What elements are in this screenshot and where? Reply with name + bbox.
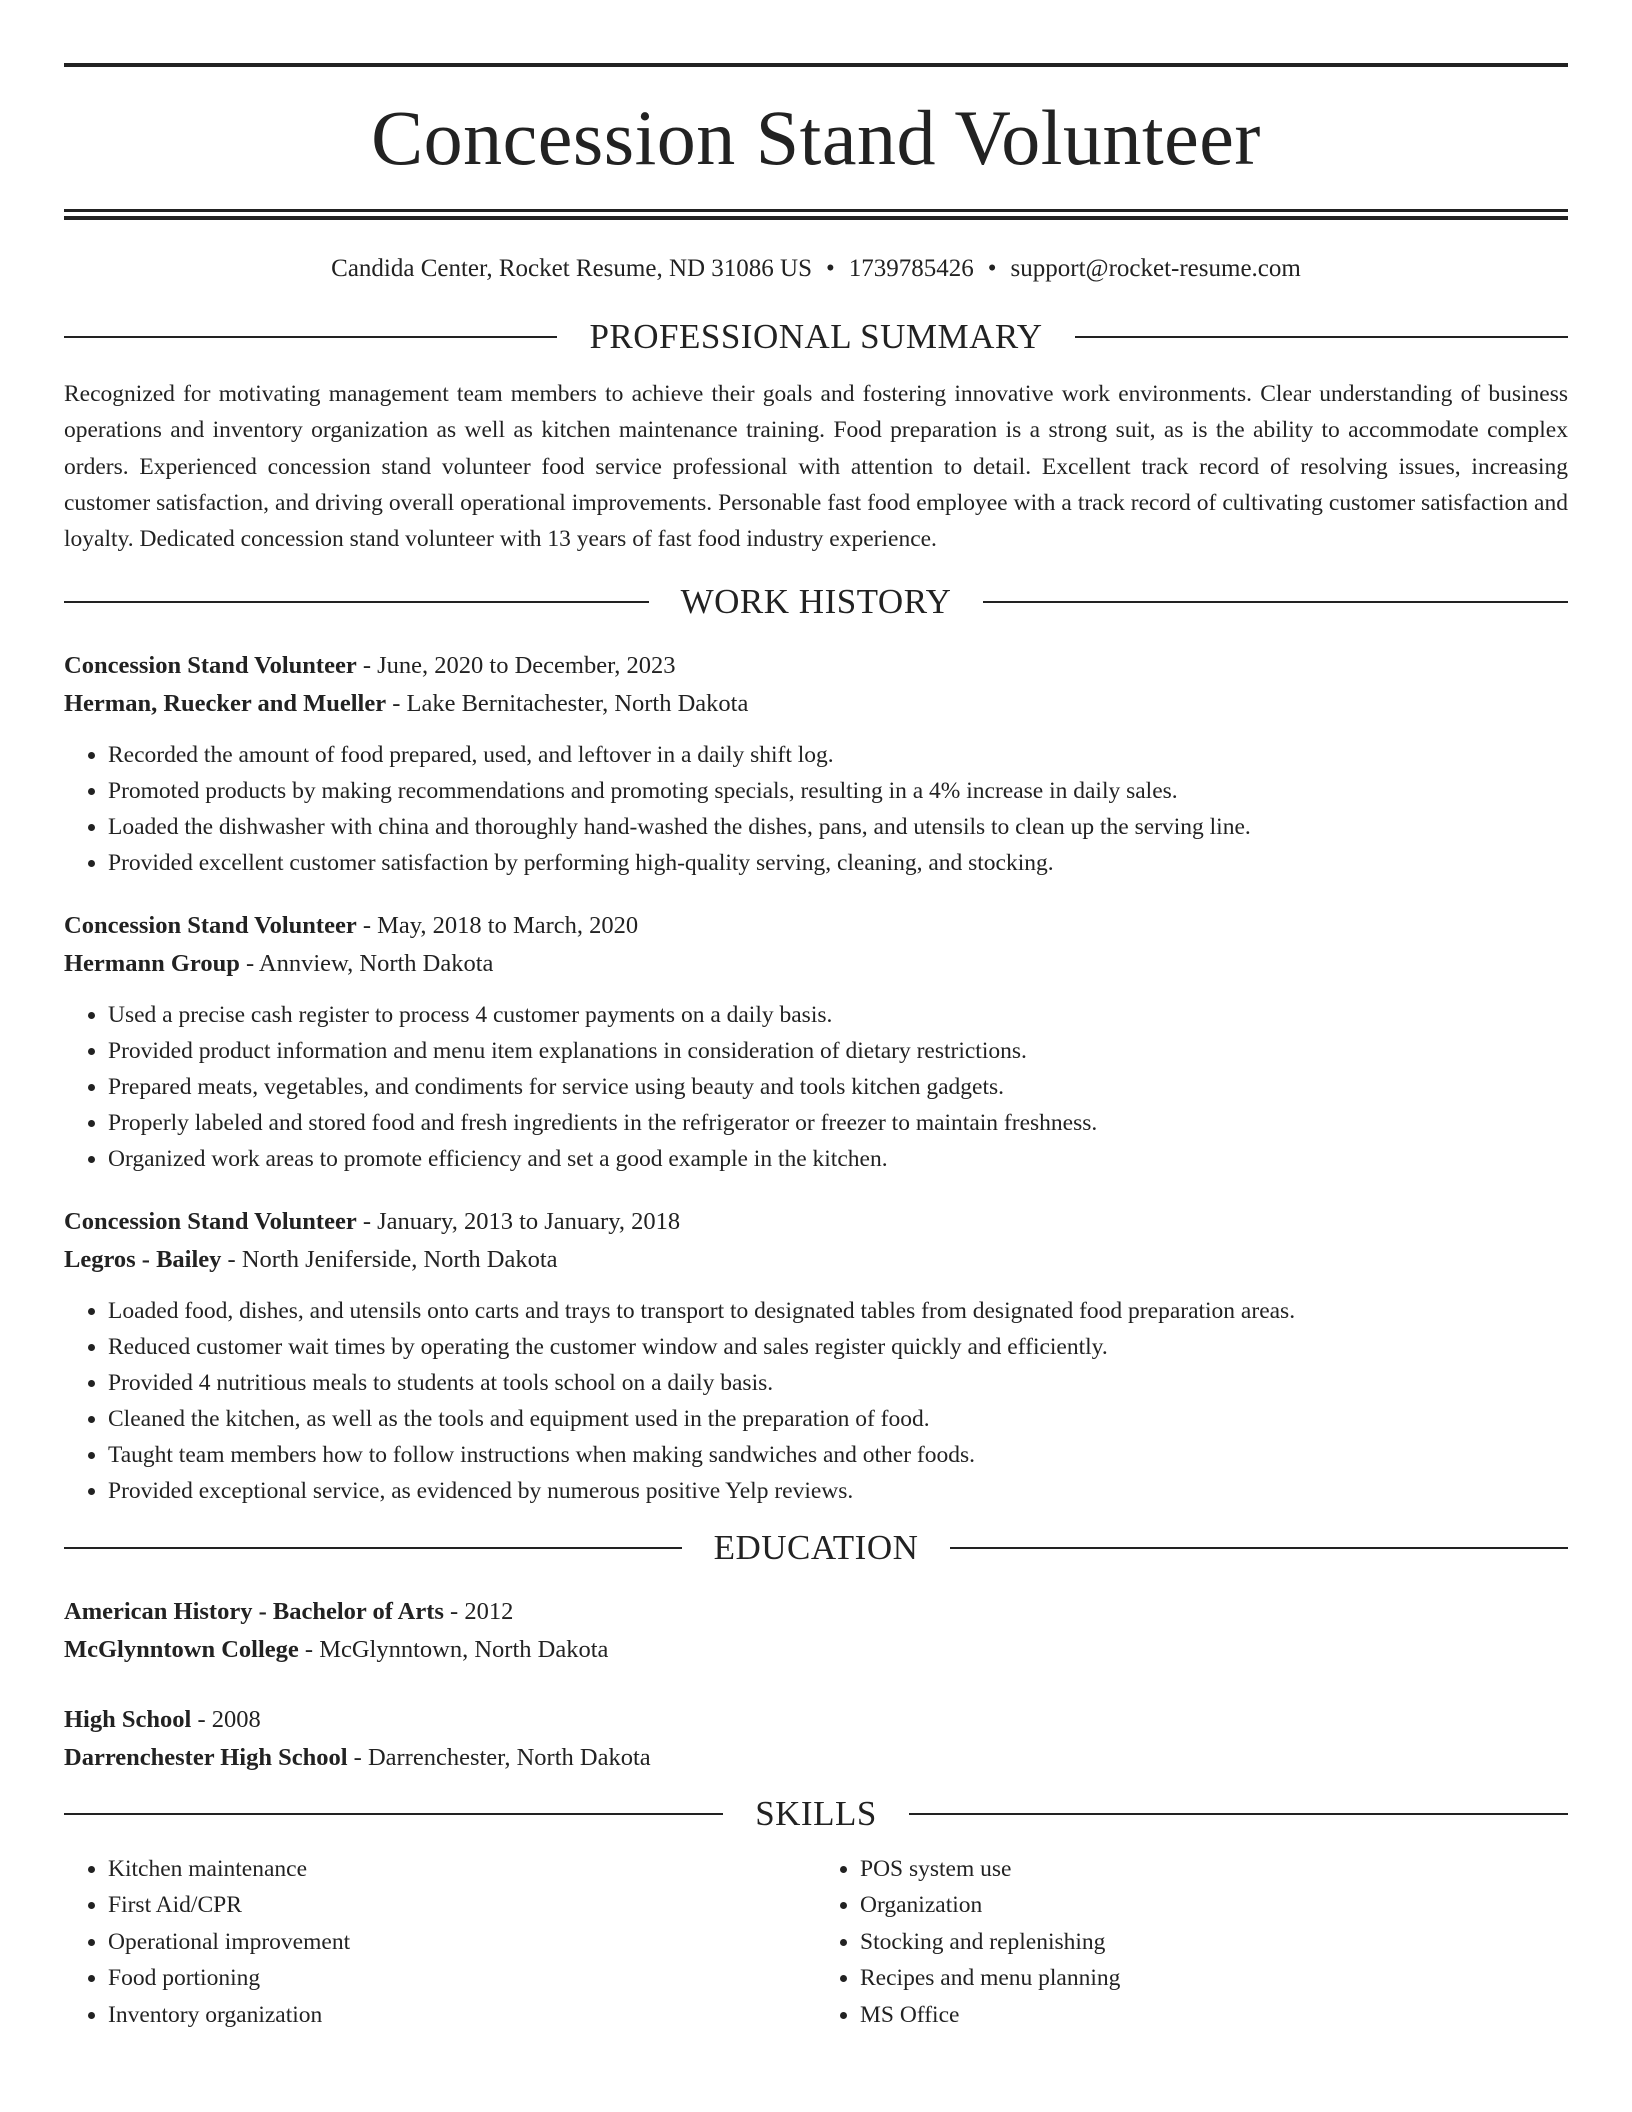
education-school-line <box>64 1739 1568 1777</box>
section-header-skills <box>64 1793 1568 1835</box>
job-bullet: • Organized work areas to promote efficiency and set a good example in the kitchen. <box>108 1141 1568 1177</box>
contact-separator: • <box>987 255 997 282</box>
job-bullet: • Provided product information and menu item explanations in consideration of dietary restrictions. <box>108 1033 1568 1069</box>
education-degree: High School <box>64 1705 192 1733</box>
job-bullet: • Properly labeled and stored food and fresh ingredients in the refrigerator or freezer to maintain freshness. <box>108 1105 1568 1141</box>
skill-item: • Recipes and menu planning <box>860 1960 1568 1997</box>
job-bullet: • Reduced customer wait times by operating the customer window and sales register quickly and efficiently. <box>108 1329 1568 1365</box>
education-degree: American History - Bachelor of Arts <box>64 1597 444 1625</box>
contact-separator: • <box>826 255 835 282</box>
job-dates: - May, 2018 to March, 2020 <box>356 911 639 939</box>
education-school: McGlynntown College <box>64 1635 299 1663</box>
job-bullet: • Loaded food, dishes, and utensils onto carts and trays to transport to designated tables from designated food preparation areas. <box>108 1293 1568 1329</box>
skill-item: • Operational improvement <box>108 1924 816 1961</box>
section-rule <box>950 1547 1568 1549</box>
job-bullet: • Recorded the amount of food prepared, used, and leftover in a daily shift log. <box>108 737 1568 773</box>
job-bullet: • Promoted products by making recommendations and promoting specials, resulting in a 4% increase in daily sales. <box>108 773 1568 809</box>
job-entry <box>64 907 1568 1177</box>
section-title-summary: PROFESSIONAL SUMMARY <box>589 317 1043 356</box>
contact-address: Candida Center, Rocket Resume, ND 31086 US <box>331 255 813 282</box>
job-bullets <box>64 1293 1568 1509</box>
education-entry <box>64 1701 1568 1777</box>
job-location: - Annview, North Dakota <box>239 949 494 977</box>
skill-item: • Food portioning <box>108 1960 816 1997</box>
job-entry <box>64 647 1568 881</box>
skill-item: • Stocking and replenishing <box>860 1924 1568 1961</box>
education-year: - 2008 <box>191 1705 261 1733</box>
education-location: - Darrenchester, North Dakota <box>347 1743 651 1771</box>
skills-columns <box>64 1851 1568 2034</box>
skill-item: • First Aid/CPR <box>108 1887 816 1924</box>
section-header-education <box>64 1527 1568 1569</box>
job-location: - Lake Bernitachester, North Dakota <box>386 689 749 717</box>
job-company-line <box>64 945 1568 983</box>
contact-email: support@rocket-resume.com <box>1010 255 1301 282</box>
section-rule <box>64 601 649 603</box>
job-dates: - June, 2020 to December, 2023 <box>356 651 676 679</box>
skill-item: • Inventory organization <box>108 1997 816 2034</box>
job-bullet: • Taught team members how to follow instructions when making sandwiches and other foods. <box>108 1437 1568 1473</box>
skill-item: • MS Office <box>860 1997 1568 2034</box>
education-degree-line <box>64 1701 1568 1739</box>
education-location: - McGlynntown, North Dakota <box>298 1635 609 1663</box>
top-rule <box>64 63 1568 67</box>
education-school: Darrenchester High School <box>64 1743 348 1771</box>
resume-name: Concession Stand Volunteer <box>371 94 1261 181</box>
skill-item: • POS system use <box>860 1851 1568 1888</box>
job-bullet: • Prepared meats, vegetables, and condiments for service using beauty and tools kitchen gadgets. <box>108 1069 1568 1105</box>
job-dates: - January, 2013 to January, 2018 <box>356 1207 681 1235</box>
skill-item: • Kitchen maintenance <box>108 1851 816 1888</box>
skills-list-left <box>64 1851 816 2034</box>
section-rule <box>64 1547 682 1549</box>
contact-phone: 1739785426 <box>848 255 974 282</box>
job-bullet: • Loaded the dishwasher with china and thoroughly hand-washed the dishes, pans, and utensils to clean up the serving line. <box>108 809 1568 845</box>
section-header-summary <box>64 316 1568 358</box>
section-title-work: WORK HISTORY <box>680 581 952 621</box>
skills-list-right <box>816 1851 1568 2034</box>
job-bullet: • Provided 4 nutritious meals to students at tools school on a daily basis. <box>108 1365 1568 1401</box>
job-company: Herman, Ruecker and Mueller <box>64 689 387 717</box>
contact-line <box>64 254 1568 284</box>
job-role-line <box>64 1203 1568 1241</box>
job-bullets <box>64 997 1568 1177</box>
education-school-line <box>64 1631 1568 1669</box>
job-entry <box>64 1203 1568 1509</box>
job-company: Hermann Group <box>64 949 240 977</box>
job-role-line <box>64 647 1568 685</box>
job-bullet: • Provided exceptional service, as evidenced by numerous positive Yelp reviews. <box>108 1473 1568 1509</box>
section-rule <box>1075 336 1568 338</box>
section-rule <box>983 601 1568 603</box>
education-year: - 2012 <box>443 1597 514 1625</box>
summary-text: Recognized for motivating management team members to achieve their goals and fostering innovative work environments. Clear understanding of business operations and inventory organization as well as kitchen maintenance training. Food preparation is a strong suit, as is the ability to accommodate complex orders. Experienced concession stand volunteer food service professional with attention to detail. Excellent track record of resolving issues, increasing customer satisfaction, and driving overall operational improvements. Personable fast food employee with a track record of cultivating customer satisfaction and loyalty. Dedicated concession stand volunteer with 13 years of fast food industry experience. <box>64 381 1568 553</box>
section-title-education: EDUCATION <box>713 1527 919 1567</box>
job-bullet: • Cleaned the kitchen, as well as the tools and equipment used in the preparation of food. <box>108 1401 1568 1437</box>
section-rule <box>64 336 557 338</box>
resume-page <box>64 0 1568 2033</box>
job-role-line <box>64 907 1568 945</box>
job-role: Concession Stand Volunteer <box>64 911 357 939</box>
section-header-work <box>64 581 1568 623</box>
job-bullet: • Provided excellent customer satisfaction by performing high-quality serving, cleaning, and stocking. <box>108 845 1568 881</box>
job-bullets <box>64 737 1568 881</box>
job-bullet: • Used a precise cash register to process 4 customer payments on a daily basis. <box>108 997 1568 1033</box>
education-entry <box>64 1593 1568 1669</box>
job-company-line <box>64 685 1568 723</box>
job-location: - North Jeniferside, North Dakota <box>221 1245 558 1273</box>
section-rule <box>909 1813 1568 1815</box>
section-rule <box>64 1813 723 1815</box>
education-degree-line <box>64 1593 1568 1631</box>
skill-item: • Organization <box>860 1887 1568 1924</box>
job-role: Concession Stand Volunteer <box>64 1207 357 1235</box>
job-company: Legros - Bailey <box>64 1245 222 1273</box>
job-company-line <box>64 1241 1568 1279</box>
job-role: Concession Stand Volunteer <box>64 651 357 679</box>
section-title-skills: SKILLS <box>755 1793 877 1833</box>
header-double-rule <box>64 209 1568 220</box>
